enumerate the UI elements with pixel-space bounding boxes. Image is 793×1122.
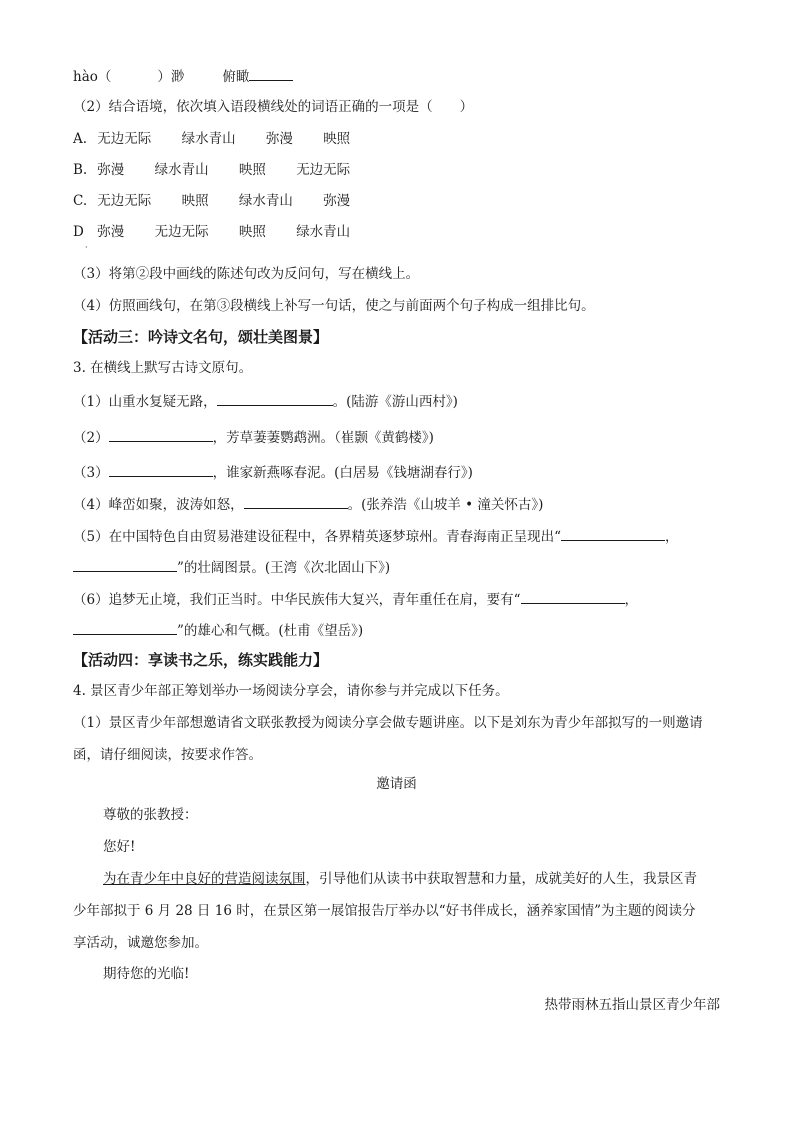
option-a[interactable]: A. 无边无际 绿水青山 弥漫 映照 [73,131,351,147]
poem-blank-2[interactable] [109,427,213,442]
poem-blank-5b[interactable] [73,557,177,572]
option-d-dot: · [85,243,88,252]
activity4-heading: 【活动四：享读书之乐，练实践能力】 [73,651,329,669]
underlined-sentence: 为在青少年中良好的营造阅读氛围 [103,871,306,887]
poem-intro: 3. 在横线上默写古诗文原句。 [73,360,253,376]
poem-item-6-line1: （6）追梦无止境，我们正当时。中华民族伟大复兴，青年重任在肩，要有“ ， [73,589,638,609]
pinyin-fill-line [73,66,293,86]
task-q1-line1: （1）景区青少年部想邀请省文联张教授为阅读分享会做专题讲座。以下是刘东为青少年部拟写的一则邀请 [73,715,703,731]
letter-greeting: 您好! [103,839,136,855]
option-c[interactable]: C. 无边无际 映照 绿水青山 弥漫 [73,193,351,209]
poem-blank-6b[interactable] [73,620,177,635]
answer-blank[interactable] [249,66,293,81]
poem-item-4: （4）峰峦如聚，波涛如怒， 。(张养浩《山坡羊 • 潼关怀古》) [73,494,543,514]
q3-question: （3）将第②段中画线的陈述句改为反问句，写在横线上。 [73,266,420,282]
letter-salutation: 尊敬的张教授： [103,807,198,823]
poem-item-1: （1）山重水复疑无路， 。(陆游《游山西村》) [73,391,458,411]
activity3-heading: 【活动三：吟诗文名句，颂壮美图景】 [73,328,329,346]
poem-item-6-line2: ”的雄心和气概。(杜甫《望岳》) [73,620,363,640]
word-fuhan: 俯瞰 [222,69,250,85]
task-intro: 4. 景区青少年部正筹划举办一场阅读分享会，请你参与并完成以下任务。 [73,683,509,699]
option-d[interactable]: D 弥漫 无边无际 映照 绿水青山 [73,224,351,240]
poem-blank-1[interactable] [217,391,333,406]
letter-closing: 期待您的光临! [103,966,190,982]
letter-body-line3: 享活动，诚邀您参加。 [73,935,208,951]
task-q1-line2: 函，请仔细阅读，按要求作答。 [73,747,262,763]
letter-body-line1: 为在青少年中良好的营造阅读氛围，引导他们从读书中获取智慧和力量，成就美好的人生，我景区青 [103,871,697,887]
letter-signature: 热带雨林五指山景区青少年部 [544,997,720,1013]
poem-blank-3[interactable] [109,462,213,477]
poem-item-5-line1: （5）在中国特色自由贸易港建设征程中，各界精英逐梦琼州。青春海南正呈现出“ ， [73,526,679,546]
poem-blank-5a[interactable] [561,526,665,541]
letter-body-line2: 少年部拟于 6 月 28 日 16 时，在景区第一展馆报告厅举办以“好书伴成长，涵养家国情”为主题的阅读分 [73,903,696,919]
option-b[interactable]: B. 弥漫 绿水青山 映照 无边无际 [73,162,351,178]
poem-item-5-line2: ”的壮阔图景。(王湾《次北固山下》) [73,557,390,577]
letter-title: 邀请函 [376,776,417,792]
poem-item-2: （2） ，芳草萋萋鹦鹉洲。（崔颢《黄鹤楼》) [73,427,434,447]
q4-question: （4）仿照画线句，在第③段横线上补写一句话，使之与前面两个句子构成一组排比句。 [73,298,595,314]
poem-blank-4[interactable] [244,494,348,509]
poem-blank-6a[interactable] [521,589,625,604]
pinyin-close: ）渺 [157,69,185,85]
q2-question: （2）结合语境，依次填入语段横线处的词语正确的一项是（ ） [73,99,474,115]
pinyin-text: hào（ [73,69,112,85]
poem-item-3: （3） ，谁家新燕啄春泥。(白居易《钱塘湖春行》) [73,462,473,482]
